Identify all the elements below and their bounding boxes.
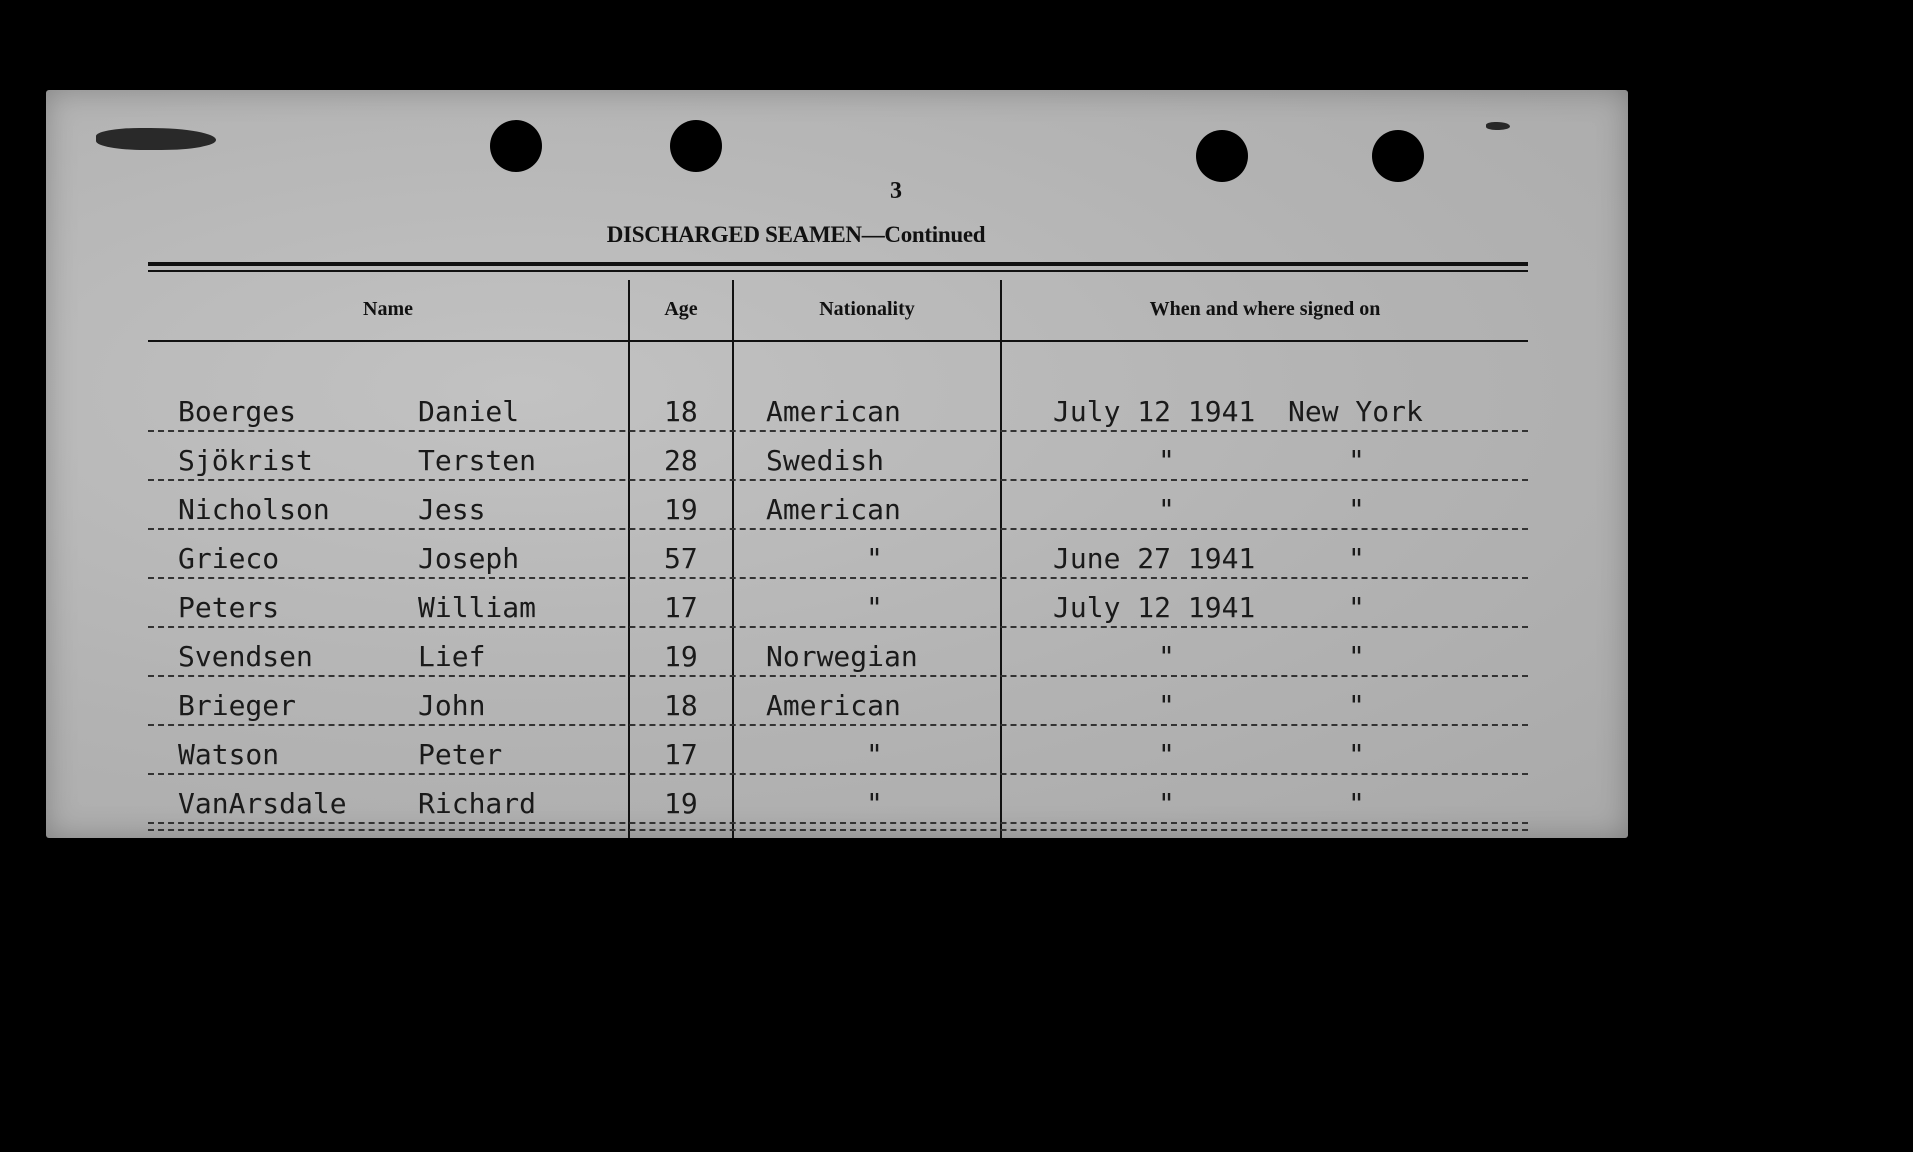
cell-signed-date: " <box>1158 444 1175 477</box>
header-rule <box>148 270 1528 272</box>
column-header-nationality: Nationality <box>819 298 915 320</box>
cell-surname: Brieger <box>178 689 297 722</box>
cell-signed-date: " <box>1158 640 1175 673</box>
cell-given-name: Lief <box>418 640 486 673</box>
cell-age: 17 <box>664 738 698 771</box>
cell-nationality: Norwegian <box>766 640 918 673</box>
cell-signed-place: " <box>1348 542 1365 575</box>
cell-given-name: John <box>418 689 486 722</box>
cell-signed-place: " <box>1348 787 1365 820</box>
column-header-age: Age <box>664 298 698 320</box>
cell-surname: Boerges <box>178 395 297 428</box>
table-row <box>148 629 1528 677</box>
page-number: 3 <box>890 178 902 204</box>
cell-age: 57 <box>664 542 698 575</box>
cell-age: 17 <box>664 591 698 624</box>
cell-signed-date: June 27 1941 <box>1053 542 1256 575</box>
cell-surname: Grieco <box>178 542 280 575</box>
cell-nationality: American <box>766 493 901 526</box>
cell-signed-place: New York <box>1288 395 1423 428</box>
cell-nationality: " <box>866 738 883 771</box>
punch-hole <box>670 120 722 172</box>
cell-age: 19 <box>664 787 698 820</box>
cell-nationality: Swedish <box>766 444 885 477</box>
cell-age: 18 <box>664 689 698 722</box>
cell-nationality: " <box>866 591 883 624</box>
cell-given-name: Peter <box>418 738 503 771</box>
cell-signed-place: " <box>1348 444 1365 477</box>
cell-nationality: American <box>766 689 901 722</box>
punch-hole <box>490 120 542 172</box>
table-row-empty <box>148 825 1528 831</box>
document-title: DISCHARGED SEAMEN—Continued <box>606 222 986 247</box>
column-header-signed-on: When and where signed on <box>1149 298 1381 320</box>
cell-signed-place: " <box>1348 591 1365 624</box>
cell-signed-date: " <box>1158 689 1175 722</box>
cell-signed-date: " <box>1158 787 1175 820</box>
table-row <box>148 580 1528 628</box>
cell-surname: Sjökrist <box>178 444 313 477</box>
cell-given-name: Joseph <box>418 542 520 575</box>
punch-hole <box>1196 130 1248 182</box>
cell-given-name: Tersten <box>418 444 537 477</box>
cell-nationality: American <box>766 395 901 428</box>
cell-nationality: " <box>866 542 883 575</box>
cell-signed-date: " <box>1158 738 1175 771</box>
cell-surname: Nicholson <box>178 493 330 526</box>
cell-given-name: Richard <box>418 787 537 820</box>
document-page <box>46 90 1628 838</box>
table-row <box>148 384 1528 432</box>
cell-signed-date: " <box>1158 493 1175 526</box>
cell-surname: Peters <box>178 591 280 624</box>
table-row <box>148 433 1528 481</box>
cell-nationality: " <box>866 787 883 820</box>
ink-smudge <box>1486 122 1510 130</box>
punch-hole <box>1372 130 1424 182</box>
cell-signed-place: " <box>1348 738 1365 771</box>
table-row <box>148 531 1528 579</box>
cell-surname: Svendsen <box>178 640 313 673</box>
cell-signed-place: " <box>1348 640 1365 673</box>
cell-given-name: Jess <box>418 493 486 526</box>
table-row <box>148 678 1528 726</box>
cell-age: 19 <box>664 493 698 526</box>
cell-surname: Watson <box>178 738 280 771</box>
cell-signed-place: " <box>1348 689 1365 722</box>
cell-signed-place: " <box>1348 493 1365 526</box>
cell-surname: VanArsdale <box>178 787 347 820</box>
cell-signed-date: July 12 1941 <box>1053 591 1256 624</box>
table-row <box>148 776 1528 824</box>
cell-age: 28 <box>664 444 698 477</box>
header-rule <box>148 262 1528 266</box>
cell-signed-date: July 12 1941 <box>1053 395 1256 428</box>
table-row <box>148 482 1528 530</box>
cell-given-name: William <box>418 591 537 624</box>
cell-age: 19 <box>664 640 698 673</box>
column-header-name: Name <box>363 298 413 320</box>
cell-given-name: Daniel <box>418 395 520 428</box>
column-header-rule <box>148 340 1528 342</box>
cell-age: 18 <box>664 395 698 428</box>
ink-smudge <box>96 128 216 150</box>
table-row <box>148 727 1528 775</box>
